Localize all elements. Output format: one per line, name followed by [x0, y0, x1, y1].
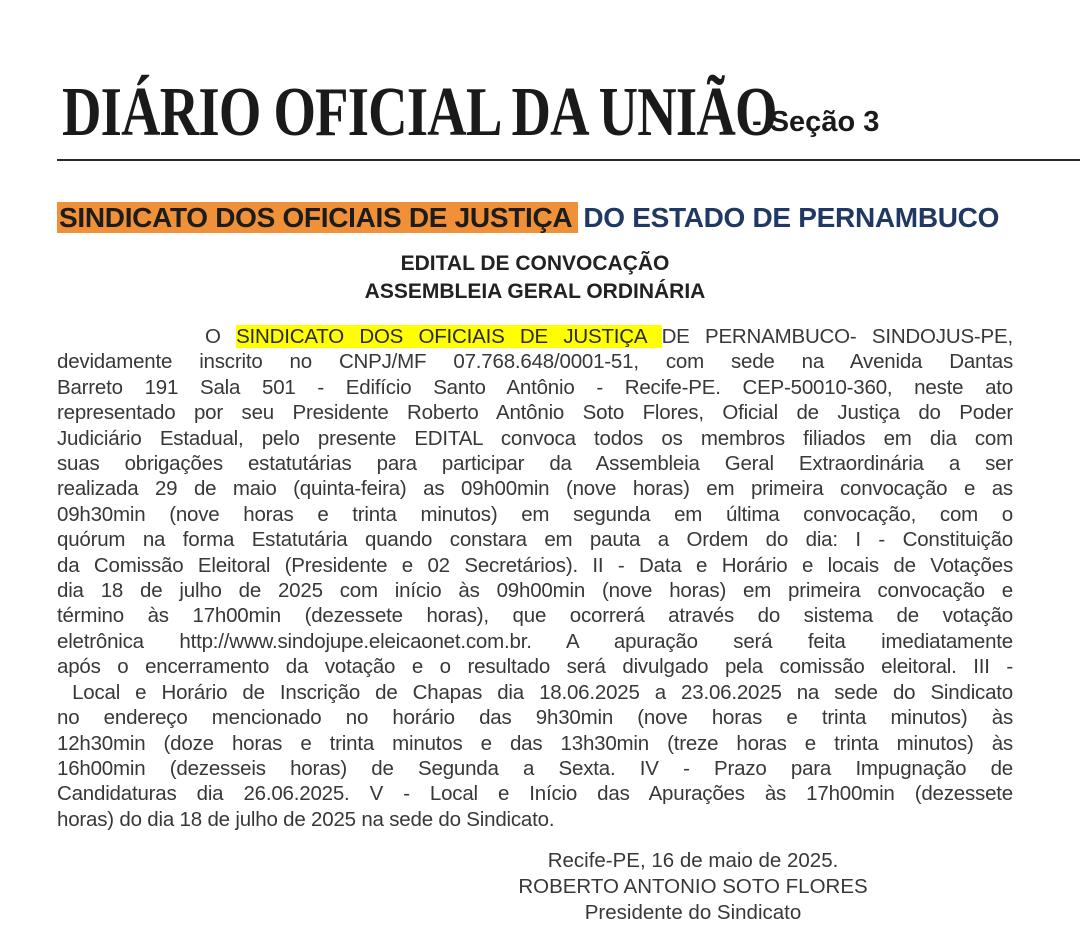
body-line: 12h30min (doze horas e trinta minutos e das 13h30min (treze horas e trinta minutos) às [57, 731, 1013, 755]
body-line: Barreto 191 Sala 501 - Edifício Santo Antônio - Recife-PE. CEP-50010-360, neste ato [57, 375, 1013, 399]
body-line: término às 17h00min (dezessete horas), que ocorrerá através do sistema de votação [57, 604, 1013, 628]
body-line: suas obrigações estatutárias para participar da Assembleia Geral Extraordinária a ser [57, 452, 1013, 476]
signature-name: ROBERTO ANTONIO SOTO FLORES [518, 875, 868, 898]
body-line: Candidaturas dia 26.06.2025. V - Local e Início das Apurações às 17h00min (dezessete [57, 782, 1013, 806]
header-divider [57, 159, 1080, 161]
body-line: realizada 29 de maio (quinta-feira) as 09h00min (nove horas) em primeira convocação e as [57, 477, 1013, 501]
body-line: dia 18 de julho de 2025 com início às 09h00min (nove horas) em primeira convocação e [57, 579, 1013, 603]
body-line: quórum na forma Estatutária quando constara em pauta a Ordem do dia: I - Constituição [57, 528, 1013, 552]
signature-place-date: Recife-PE, 16 de maio de 2025. [547, 849, 839, 872]
masthead-title: DIÁRIO OFICIAL DA UNIÃO [62, 74, 777, 151]
body-line: 16h00min (dezesseis horas) de Segunda a Sexta. IV - Prazo para Impugnação de [57, 756, 1013, 780]
notice-subtitle [57, 250, 1013, 306]
body-line: Local e Horário de Inscrição de Chapas dia 18.06.2025 a 23.06.2025 na sede do Sindicato [57, 680, 1013, 704]
body-line: Judiciário Estadual, pelo presente EDITAL convoca todos os membros filiados em dia com [57, 426, 1013, 450]
highlighted-phrase: SINDICATO DOS OFICIAIS DE JUSTIÇA [236, 325, 662, 348]
org-name-rest: DO ESTADO DE PERNAMBUCO [583, 202, 1000, 233]
org-name-highlighted: SINDICATO DOS OFICIAIS DE JUSTIÇA [57, 202, 578, 233]
signature-block [373, 848, 1013, 926]
body-line: horas) do dia 18 de julho de 2025 na sede do Sindicato. [57, 807, 555, 831]
body-line: 09h30min (nove horas e trinta minutos) em segunda em última convocação, com o [57, 502, 1013, 526]
body-line: representado por seu Presidente Roberto Antônio Soto Flores, Oficial de Justiça do Poder [57, 401, 1013, 425]
body-line: devidamente inscrito no CNPJ/MF 07.768.648/0001-51, com sede na Avenida Dantas [57, 350, 1013, 374]
edital-body [57, 324, 1013, 832]
masthead-section-label: - Seção 3 [752, 106, 880, 138]
notice-title [57, 202, 999, 233]
body-line: após o encerramento da votação e o resultado será divulgado pela comissão eleitoral. III - [57, 655, 1013, 679]
signature-role: Presidente do Sindicato [584, 901, 802, 924]
body-line: no endereço mencionado no horário das 9h30min (nove horas e trinta minutos) às [57, 706, 1013, 730]
subtitle-line-1: EDITAL DE CONVOCAÇÃO [400, 252, 670, 275]
subtitle-line-2: ASSEMBLEIA GERAL ORDINÁRIA [364, 280, 706, 303]
body-line: eletrônica http://www.sindojupe.eleicaonet.com.br. A apuração será feita imediatamente [57, 629, 1013, 653]
body-line: da Comissão Eleitoral (Presidente e 02 Secretários). II - Data e Horário e locais de Votações [57, 553, 1013, 577]
body-line: O SINDICATO DOS OFICIAIS DE JUSTIÇA DE PERNAMBUCO- SINDOJUS-PE, [205, 325, 1013, 348]
